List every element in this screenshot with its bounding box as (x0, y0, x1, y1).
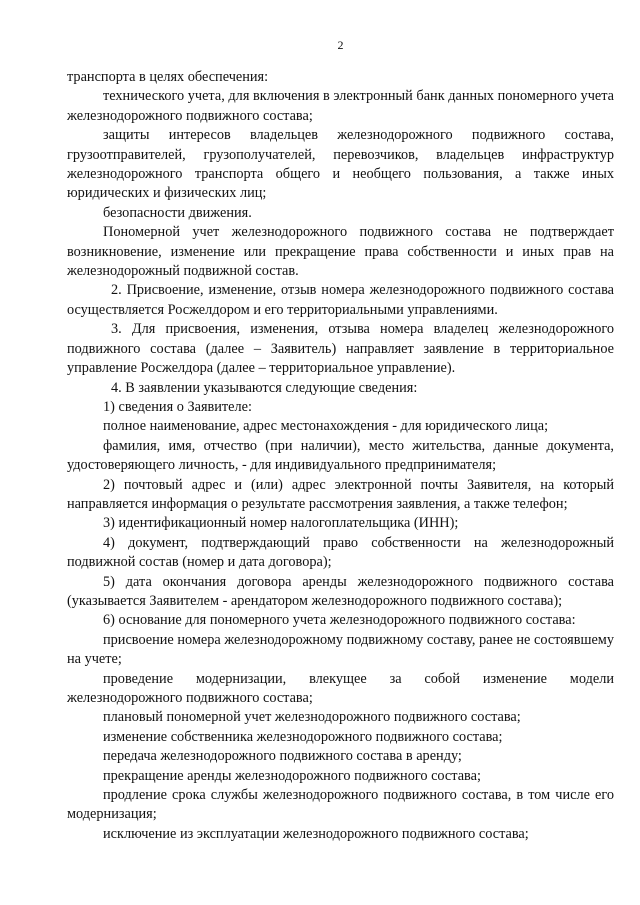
paragraph: 2) почтовый адрес и (или) адрес электронной почты Заявителя, на который направляется информация о результате рассмотрения заявления, а также телефон; (67, 476, 614, 512)
paragraph: 4. В заявлении указываются следующие сведения: (111, 379, 418, 396)
paragraph: изменение собственника железнодорожного подвижного состава; (103, 728, 503, 745)
paragraph: присвоение номера железнодорожному подвижному составу, ранее не состоявшему на учете; (67, 631, 614, 668)
paragraph: продление срока службы железнодорожного подвижного состава, в том числе его модернизация; (67, 787, 614, 823)
paragraph: 3) идентификационный номер налогоплательщика (ИНН); (103, 515, 459, 532)
paragraph: 6) основание для пономерного учета железнодорожного подвижного состава: (103, 612, 576, 629)
paragraph: технического учета, для включения в электронный банк данных пономерного учета железнодорожного подвижного состава; (67, 88, 614, 124)
paragraph: полное наименование, адрес местонахождения - для юридического лица; (103, 418, 549, 435)
paragraph: 4) документ, подтверждающий право собственности на железнодорожный подвижной состав (номер и дата договора); (67, 534, 614, 571)
paragraph: исключение из эксплуатации железнодорожного подвижного состава; (103, 825, 529, 842)
paragraph: прекращение аренды железнодорожного подвижного состава; (103, 767, 481, 784)
page-number: 2 (337, 38, 344, 52)
paragraph: плановый пономерной учет железнодорожного подвижного состава; (103, 709, 521, 726)
paragraph: безопасности движения. (103, 204, 252, 221)
paragraph: 2. Присвоение, изменение, отзыв номера железнодорожного подвижного состава осуществляется Росжелдором и его территориальными управлениями. (67, 282, 614, 318)
document-body (67, 68, 614, 844)
paragraph: транспорта в целях обеспечения: (67, 69, 269, 85)
paragraph: 3. Для присвоения, изменения, отзыва номера владелец железнодорожного подвижного состава (далее – Заявитель) направляет заявление в территориальное управление Росжелдора (далее – территориальное управление). (67, 321, 614, 377)
paragraph: передача железнодорожного подвижного состава в аренду; (103, 748, 462, 765)
paragraph: 5) дата окончания договора аренды железнодорожного подвижного состава (указывается Заявителем - арендатором железнодорожного подвижного состава); (67, 573, 614, 609)
paragraph: 1) сведения о Заявителе: (103, 398, 252, 415)
paragraph: фамилия, имя, отчество (при наличии), место жительства, данные документа, удостоверяющего личность, - для индивидуального предпринимателя; (67, 437, 614, 474)
paragraph: Пономерной учет железнодорожного подвижного состава не подтверждает возникновение, изменение или прекращение права собственности и иных прав на железнодорожный подвижной состав. (67, 224, 614, 280)
paragraph: защиты интересов владельцев железнодорожного подвижного состава, грузоотправителей, грузополучателей, перевозчиков, владельцев инфраструктур железнодорожного транспорта общего и необщего пользования, а также иных юридических и физических лиц; (67, 127, 614, 202)
paragraph: проведение модернизации, влекущее за собой изменение модели железнодорожного подвижного состава; (67, 670, 614, 706)
